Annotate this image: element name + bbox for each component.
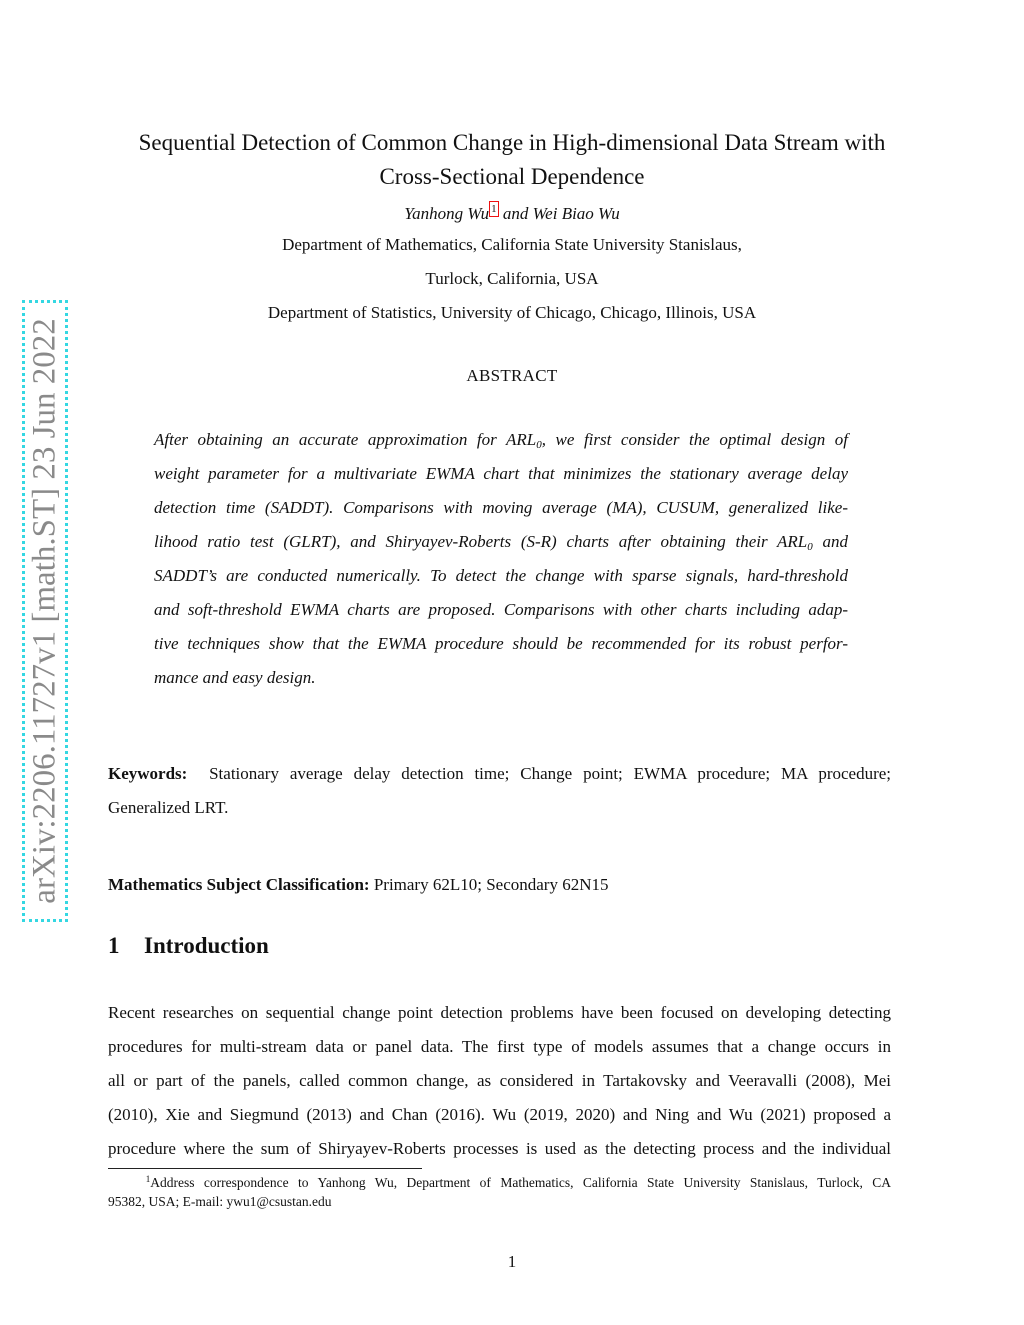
affiliation-1-location: Turlock, California, USA (425, 269, 599, 288)
abstract-body (154, 423, 848, 695)
keywords-text: Stationary average delay detection time; Change point; EWMA procedure; MA procedure; (209, 764, 891, 783)
arxiv-stamp[interactable] (22, 300, 68, 922)
author-1: Yanhong Wu (404, 204, 490, 223)
abstract-text: , we first consider the optimal design of (541, 430, 848, 449)
author-line (0, 201, 1024, 224)
title-line-1: Sequential Detection of Common Change in High-dimensional Data Stream with (138, 130, 886, 155)
section-title: Introduction (144, 933, 269, 958)
msc-label: Mathematics Subject Classification: (108, 875, 370, 894)
intro-line: (2010), Xie and Siegmund (2013) and Chan (2016). Wu (2019, 2020) and Ning and Wu (2021) proposed a (108, 1105, 891, 1124)
page-number: 1 (507, 1252, 517, 1271)
abstract-line: detection time (SADDT). Comparisons with moving average (MA), CUSUM, generalized like- (154, 498, 848, 517)
footnote-text: Address correspondence to Yanhong Wu, Department of Mathematics, California State University Stanislaus, Turlock, CA (150, 1175, 892, 1190)
abstract-line: mance and easy design. (154, 668, 316, 687)
intro-line: Recent researches on sequential change point detection problems have been focused on developing detecting (108, 1003, 891, 1022)
abstract-line: weight parameter for a multivariate EWMA chart that minimizes the stationary average delay (154, 464, 848, 483)
keywords-label: Keywords: (108, 764, 188, 783)
author-2: and Wei Biao Wu (502, 204, 620, 223)
abstract-text: lihood ratio test (GLRT), and Shiryayev-Roberts (S-R) charts after obtaining their ARL (154, 532, 808, 551)
subscript: 0 (807, 541, 813, 553)
section-number: 1 (108, 933, 120, 958)
abstract-text: After obtaining an accurate approximation for ARL (154, 430, 537, 449)
abstract-line: tive techniques show that the EWMA procedure should be recommended for its robust perfor- (154, 634, 848, 653)
abstract-line (154, 525, 848, 559)
footnote-line: 95382, USA; E-mail: ywu1@csustan.edu (108, 1194, 332, 1209)
footnote-rule (108, 1168, 422, 1169)
introduction-body (108, 996, 891, 1166)
affiliation-2: Department of Statistics, University of Chicago, Chicago, Illinois, USA (267, 303, 757, 322)
footnote (108, 1173, 891, 1211)
intro-line: procedure where the sum of Shiryayev-Roberts processes is used as the detecting process and the individual (108, 1139, 891, 1158)
affiliation-1: Department of Mathematics, California State University Stanislaus, (282, 235, 742, 254)
keywords-line: Generalized LRT. (108, 798, 229, 817)
arxiv-stamp-text: arXiv:2206.11727v1 [math.ST] 23 Jun 2022 (26, 318, 63, 904)
msc (108, 868, 891, 902)
abstract-line: and soft-threshold EWMA charts are proposed. Comparisons with other charts including adap- (154, 600, 848, 619)
msc-text: Primary 62L10; Secondary 62N15 (373, 875, 609, 894)
intro-line: all or part of the panels, called common change, as considered in Tartakovsky and Veeravalli (2008), Mei (108, 1071, 891, 1090)
intro-line: procedures for multi-stream data or panel data. The first type of models assumes that a change occurs in (108, 1037, 891, 1056)
paper-title (0, 126, 1024, 194)
subscript: 0 (536, 439, 542, 451)
abstract-line: SADDT’s are conducted numerically. To detect the change with sparse signals, hard-threshold (154, 566, 848, 585)
footnote-marker: 1 (145, 1174, 151, 1184)
keywords (108, 757, 891, 825)
keywords-line (108, 757, 891, 791)
abstract-text: and (812, 532, 848, 551)
section-heading (108, 933, 269, 959)
title-line-2: Cross-Sectional Dependence (379, 164, 645, 189)
abstract-heading: ABSTRACT (466, 366, 558, 385)
abstract-line (154, 423, 848, 457)
footnote-line (108, 1173, 891, 1192)
footnote-link[interactable]: 1 (491, 203, 497, 215)
